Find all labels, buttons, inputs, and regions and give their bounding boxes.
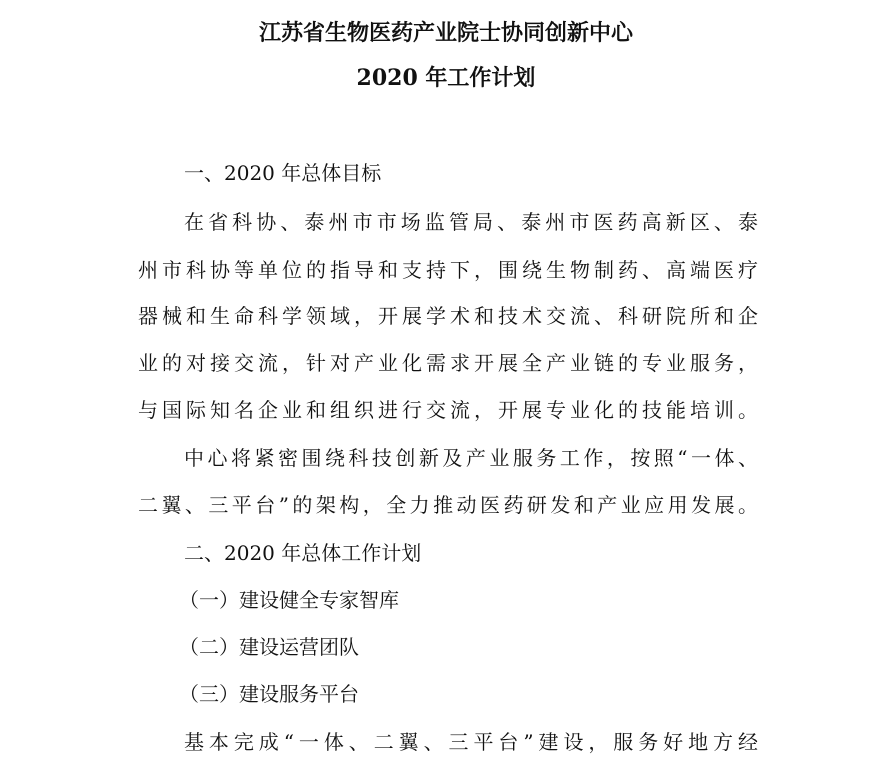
document-subtitle: 2020 年工作计划 — [356, 65, 536, 91]
paragraph-1-line-2: 州市科协等单位的指导和支持下，围绕生物制药、高端医疗 — [138, 258, 758, 282]
paragraph-1-line-1: 在省科协、泰州市市场监管局、泰州市医药高新区、泰 — [184, 210, 758, 234]
document-title: 江苏省生物医药产业院士协同创新中心 — [258, 20, 633, 46]
paragraph-2-line-1: 中心将紧密围绕科技创新及产业服务工作，按照“一体、 — [184, 446, 758, 470]
section-heading-1: 一、2020 年总体目标 — [184, 161, 382, 185]
paragraph-1-line-4: 业的对接交流，针对产业化需求开展全产业链的专业服务， — [138, 351, 758, 375]
sub-item-1: （一）建设健全专家智库 — [179, 588, 399, 612]
sub-item-3: （三）建设服务平台 — [179, 682, 359, 706]
sub-item-2: （二）建设运营团队 — [179, 635, 359, 659]
paragraph-2-line-2: 二翼、三平台”的架构，全力推动医药研发和产业应用发展。 — [138, 493, 758, 517]
paragraph-3-line-1: 基本完成“一体、二翼、三平台”建设，服务好地方经 — [184, 730, 758, 754]
paragraph-1-line-5: 与国际知名企业和组织进行交流，开展专业化的技能培训。 — [138, 398, 758, 422]
paragraph-1-line-3: 器械和生命科学领域，开展学术和技术交流、科研院所和企 — [138, 304, 758, 328]
section-heading-2: 二、2020 年总体工作计划 — [184, 541, 422, 565]
